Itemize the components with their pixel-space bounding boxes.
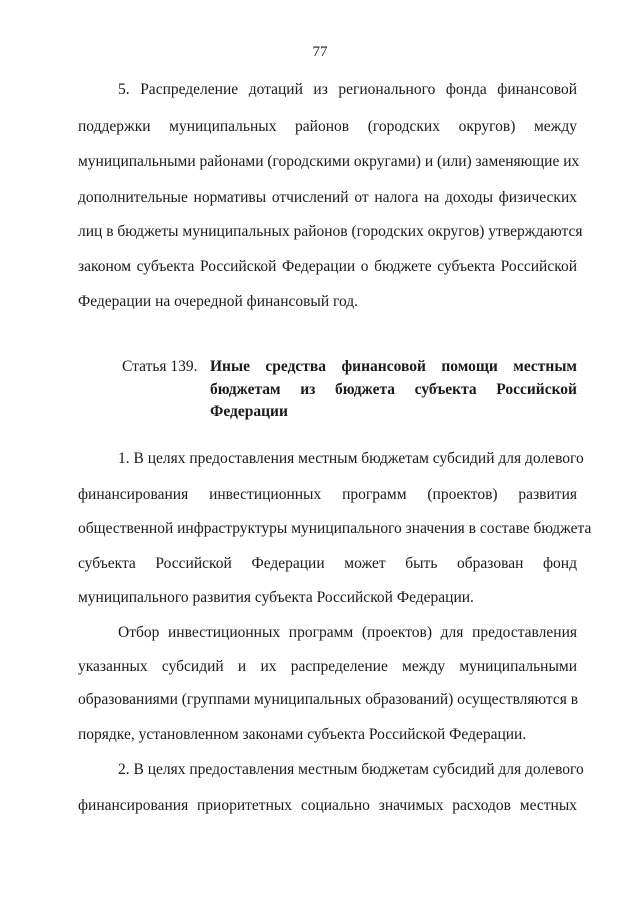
paragraph-1-line-5: муниципального развития субъекта Российской Федерации. [78, 589, 474, 606]
paragraph-5-line-6: законом субъекта Российской Федерации о бюджете субъекта Российской [78, 258, 577, 275]
paragraph-selection-line-2: указанных субсидий и их распределение между муниципальными [78, 658, 577, 675]
page-number: 77 [312, 44, 328, 60]
paragraph-selection-line-1: Отбор инвестиционных программ (проектов) для предоставления [118, 624, 577, 641]
paragraph-1-line-3: общественной инфраструктуры муниципального значения в составе бюджета [78, 520, 592, 537]
article-title-line-3: Федерации [210, 403, 288, 420]
paragraph-1-line-1: 1. В целях предоставления местным бюджетам субсидий для долевого [118, 450, 584, 467]
paragraph-2-line-1: 2. В целях предоставления местным бюджетам субсидий для долевого [118, 761, 584, 778]
paragraph-5-line-4: дополнительные нормативы отчислений от налога на доходы физических [78, 189, 577, 206]
paragraph-1-line-4: субъекта Российской Федерации может быть образован фонд [78, 555, 577, 572]
article-title-line-1: Иные средства финансовой помощи местным [210, 358, 577, 375]
paragraph-5-line-3: муниципальными районами (городскими округами) и (или) заменяющие их [78, 153, 580, 170]
paragraph-1-line-2: финансирования инвестиционных программ (проектов) развития [78, 486, 577, 503]
paragraph-5-line-7: Федерации на очередной финансовый год. [78, 293, 359, 310]
paragraph-5-line-1: 5. Распределение дотаций из регионального фонда финансовой [118, 81, 577, 98]
article-label: Статья 139. [122, 358, 198, 375]
paragraph-5-line-5: лиц в бюджеты муниципальных районов (городских округов) утверждаются [78, 223, 583, 240]
article-title-line-2: бюджетам из бюджета субъекта Российской [210, 381, 577, 398]
paragraph-5-line-2: поддержки муниципальных районов (городских округов) между [78, 118, 577, 135]
paragraph-2-line-2: финансирования приоритетных социально значимых расходов местных [78, 797, 577, 814]
paragraph-selection-line-3: образованиями (группами муниципальных образований) осуществляются в [78, 691, 579, 708]
paragraph-selection-line-4: порядке, установленном законами субъекта Российской Федерации. [78, 726, 527, 743]
